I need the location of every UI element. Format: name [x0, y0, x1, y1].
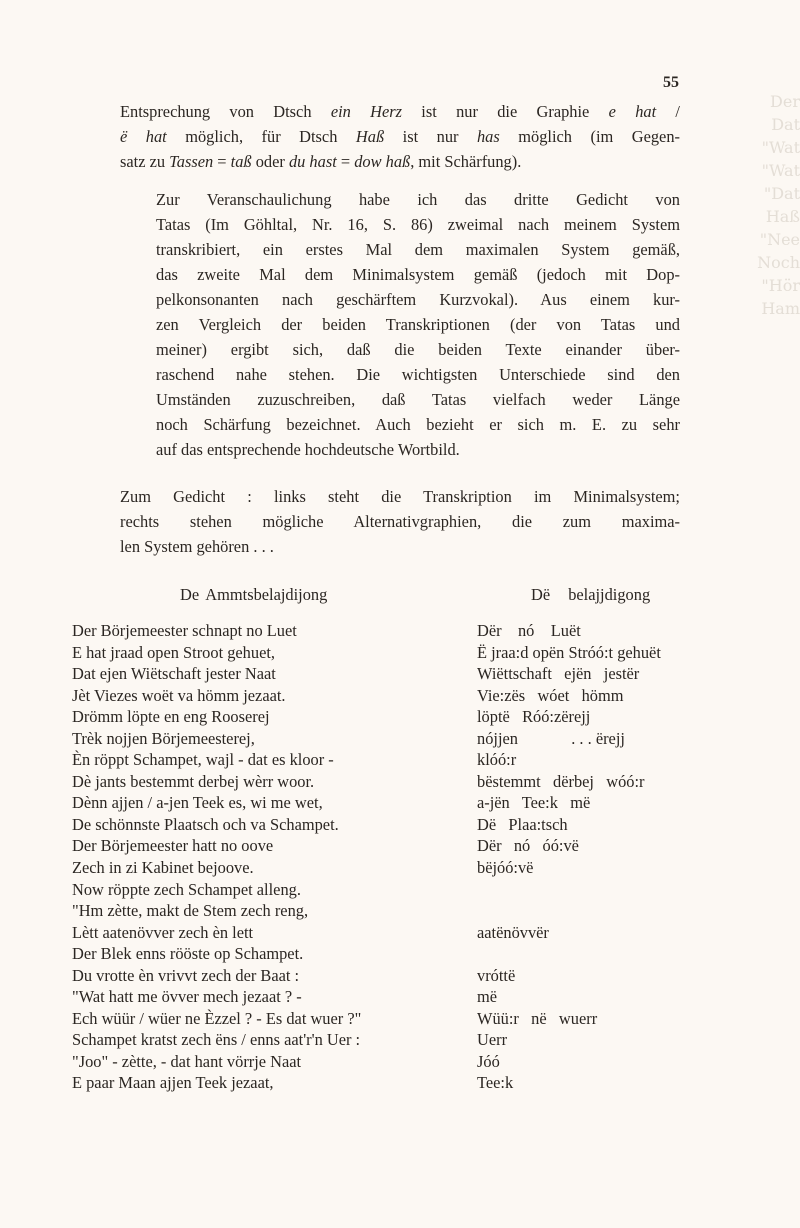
bleed-line: Noch — [757, 253, 800, 272]
poem-line: bëjóó:vë — [477, 858, 534, 878]
text-line: ë hat möglich, für Dtsch Haß ist nur has möglich (im Gegen- — [120, 127, 680, 146]
poem-line: "Joo" - zètte, - dat hant vörrje Naat — [72, 1051, 302, 1071]
poem-line: E hat jraad open Stroot gehuet, — [72, 642, 276, 662]
text-line: das zweite Mal dem Minimalsystem gemäß (jedoch mit Dop- — [156, 265, 680, 284]
bleed-line: "Wat — [761, 138, 800, 157]
paragraph-2 — [120, 187, 680, 462]
poem-line: Der Börjemeester schnapt no Luet — [72, 621, 297, 640]
poem-line: Ech wüür / wüer ne Èzzel ? - Es dat wuer ?" — [72, 1008, 362, 1028]
poem-line: "Hm zètte, makt de Stem zech reng, — [72, 901, 309, 921]
text-line: Entsprechung von Dtsch ein Herz ist nur die Graphie e hat / — [120, 102, 680, 121]
poem-line: a-jën Tee:k më — [477, 793, 591, 813]
text-line: Umständen zuzuschreiben, daß Tatas vielfach weder Länge — [156, 390, 680, 409]
bleed-line: Dat — [771, 115, 800, 134]
poem-line: Du vrotte èn vrivvt zech der Baat : — [72, 965, 300, 985]
poem-line: löptë Róó:zërejj — [477, 707, 591, 727]
poem-line: Jèt Viezes woët va hömm jezaat. — [72, 685, 286, 705]
text-line: transkribiert, ein erstes Mal dem maximalen System gemäß, — [156, 240, 680, 259]
text-line: satz zu Tassen = taß oder du hast = dow haß, mit Schärfung). — [120, 152, 522, 171]
poem-line: Lètt aatenövver zech èn lett — [72, 922, 254, 942]
poem-line: Drömm löpte en eng Rooserej — [72, 707, 270, 727]
poem-line: aatënövvër — [477, 922, 549, 942]
text-line: zen Vergleich der beiden Transkriptionen (der von Tatas und — [156, 315, 680, 334]
poem-line: De schönnste Plaatsch och va Schampet. — [72, 814, 339, 834]
poem-line: Dènn ajjen / a-jen Teek es, wi me wet, — [72, 793, 323, 813]
text-line: noch Schärfung bezeichnet. Auch bezieht er sich m. E. zu sehr — [156, 415, 680, 434]
poem-line: Vie:zës wóet hömm — [477, 685, 624, 705]
text-line: Zur Veranschaulichung habe ich das dritte Gedicht von — [156, 190, 680, 209]
text-line: Zum Gedicht : links steht die Transkription im Minimalsystem; — [120, 487, 680, 506]
italic-term: ë hat — [120, 127, 167, 146]
bleed-line: "Hör — [761, 276, 800, 295]
italic-term: dow haß — [354, 152, 411, 171]
poem-line: Trèk nojjen Börjemeesterej, — [72, 728, 255, 748]
poem-line: nójjen . . . ërejj — [477, 728, 625, 748]
paragraph-1 — [120, 99, 680, 174]
poem-line: Der Blek enns rööste op Schampet. — [72, 944, 304, 964]
poem-line: Now röppte zech Schampet alleng. — [72, 879, 301, 899]
poem-line: Schampet kratst zech ëns / enns aat'r'n Uer : — [72, 1030, 361, 1050]
page-number: 55 — [663, 74, 679, 91]
italic-term: du hast — [288, 152, 337, 171]
bleed-line: "Dat — [763, 184, 800, 203]
poem-line: klóó:r — [477, 750, 517, 770]
italic-term: e hat — [608, 102, 657, 121]
text-line: rechts stehen mögliche Alternativgraphien, die zum maxima- — [120, 512, 680, 531]
poem-line: vróttë — [477, 965, 516, 985]
bleed-through-text — [740, 90, 800, 320]
poem-line: E paar Maan ajjen Teek jezaat, — [72, 1073, 274, 1093]
italic-term: Tassen — [169, 152, 214, 171]
poem-line: Wiëttschaft ejën jestër — [477, 664, 640, 684]
text-line: auf das entsprechende hochdeutsche Wortbild. — [156, 440, 460, 459]
paragraph-3-poem-intro — [120, 484, 680, 559]
poem-title-maximal-system: Dë belajjdigong — [531, 585, 651, 604]
poem-line — [477, 943, 767, 965]
text-line: pelkonsonanten nach geschärftem Kurzvokal). Aus einem kur- — [156, 290, 680, 309]
poem-line: Jóó — [477, 1051, 500, 1071]
bleed-line: "Nee — [759, 230, 800, 249]
bleed-line: Haß — [765, 207, 800, 226]
poem-line: bëstemmt dërbej wóó:r — [477, 771, 645, 791]
italic-term: has — [476, 127, 500, 146]
text-line: meiner) ergibt sich, daß die beiden Texte einander über- — [156, 340, 680, 359]
poem-line: Tee:k — [477, 1073, 514, 1093]
bleed-line: Der — [770, 92, 800, 111]
text-line: raschend nahe stehen. Die wichtigsten Unterschiede sind den — [156, 365, 680, 384]
poem-title-minimal-system: De Ammtsbelajdijong — [180, 585, 328, 604]
italic-term: Haß — [355, 127, 385, 146]
poem-column-minimal — [72, 620, 472, 1094]
poem-line: Dër nó Luët — [477, 621, 581, 640]
poem-line: Ë jraa:d opën Stróó:t gehuët — [477, 642, 661, 662]
poem-line: Der Börjemeester hatt no oove — [72, 836, 274, 856]
poem-line: Dè jants bestemmt derbej wèrr woor. — [72, 771, 315, 791]
text-line: Tatas (Im Göhltal, Nr. 16, S. 86) zweimal nach meinem System — [156, 215, 680, 234]
poem-column-alternatives — [477, 620, 767, 1094]
poem-line: Èn röppt Schampet, wajl - dat es kloor - — [72, 750, 334, 770]
poem-line: Wüü:r në wuerr — [477, 1008, 598, 1028]
poem-line: Uerr — [477, 1030, 508, 1050]
text-line: len System gehören . . . — [120, 537, 274, 556]
bleed-line: "Wat — [761, 161, 800, 180]
poem-line: Zech in zi Kabinet bejoove. — [72, 858, 254, 878]
poem-line: më — [477, 987, 498, 1007]
poem-line: Dër nó óó:vë — [477, 836, 579, 856]
poem-line — [477, 879, 767, 901]
poem-line — [477, 900, 767, 922]
poem-line: "Wat hatt me övver mech jezaat ? - — [72, 987, 302, 1007]
italic-term: taß — [230, 152, 252, 171]
bleed-line: Ham — [761, 299, 800, 318]
poem-line: Dat ejen Wiëtschaft jester Naat — [72, 664, 276, 684]
italic-term: ein Herz — [330, 102, 403, 121]
poem-line: Dë Plaa:tsch — [477, 814, 568, 834]
